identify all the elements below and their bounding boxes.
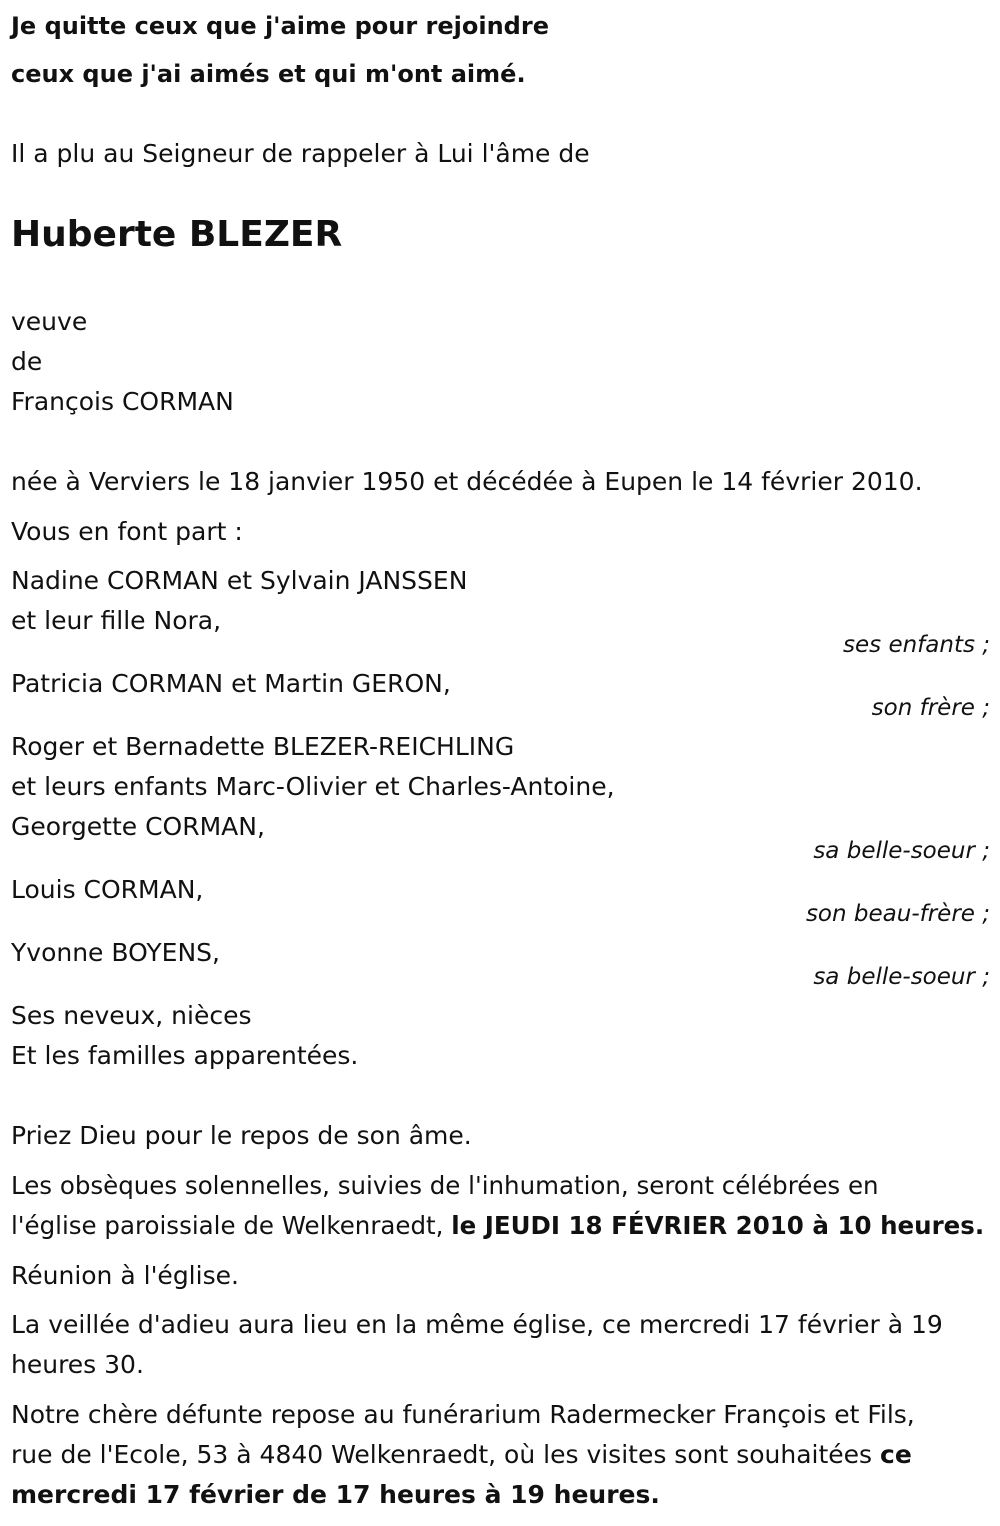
epigraph [11, 2, 990, 98]
rest-visit-start: ce [880, 1440, 912, 1469]
birth-death-text: née à Verviers le 18 janvier 1950 et décédée à Eupen le 14 février 2010. [11, 467, 923, 496]
spouse-name: François CORMAN [11, 387, 234, 416]
epigraph-line-2: ceux que j'ai aimés et qui m'ont aimé. [11, 60, 526, 88]
family-line: Roger et Bernadette BLEZER-REICHLING [11, 732, 515, 761]
family-line: Yvonne BOYENS, [11, 938, 220, 967]
spouse-block [11, 302, 990, 422]
rest-visit-time: mercredi 17 février de 17 heures à 19 heures. [11, 1480, 660, 1509]
family-line: Patricia CORMAN et Martin GERON, [11, 669, 451, 698]
family-relation: ses enfants ; [843, 632, 990, 658]
family-line: et leur fille Nora, [11, 606, 222, 635]
funeral-text [11, 1166, 990, 1246]
rest-address: rue de l'Ecole, 53 à 4840 Welkenraedt, où les visites sont souhaitées [11, 1440, 881, 1469]
family-group [11, 561, 990, 641]
vigil-line-1: La veillée d'adieu aura lieu en la même église, ce mercredi 17 février à 19 [11, 1310, 943, 1339]
family-group [11, 727, 990, 847]
rest-line-1: Notre chère défunte repose au funérarium Radermecker François et Fils, [11, 1400, 915, 1429]
family-relation: son frère ; [871, 695, 990, 721]
rest-line-2 [11, 1435, 990, 1475]
widow-label: veuve [11, 307, 88, 336]
intro-text: Il a plu au Seigneur de rappeler à Lui l'âme de [11, 139, 590, 168]
rest-text [11, 1395, 990, 1515]
deceased-name: Huberte BLEZER [11, 214, 343, 255]
extended-line-1: Ses neveux, nièces [11, 1001, 252, 1030]
prayer-text: Priez Dieu pour le repos de son âme. [11, 1121, 472, 1150]
epigraph-line-1: Je quitte ceux que j'aime pour rejoindre [11, 12, 549, 40]
family-line: Nadine CORMAN et Sylvain JANSSEN [11, 566, 468, 595]
extended-line-2: Et les familles apparentées. [11, 1041, 359, 1070]
meeting-text: Réunion à l'église. [11, 1261, 239, 1290]
family-line: Louis CORMAN, [11, 875, 204, 904]
funeral-place: l'église paroissiale de Welkenraedt, [11, 1211, 452, 1240]
family-relation: sa belle-soeur ; [813, 838, 990, 864]
of-label: de [11, 347, 43, 376]
funeral-date: le JEUDI 18 FÉVRIER 2010 à 10 heures. [451, 1211, 985, 1240]
funeral-line-1: Les obsèques solennelles, suivies de l'inhumation, seront célébrées en [11, 1171, 879, 1200]
vigil-text [11, 1305, 990, 1385]
vigil-line-2: heures 30. [11, 1350, 144, 1379]
announce-text: Vous en font part : [11, 517, 243, 546]
family-line: Georgette CORMAN, [11, 812, 265, 841]
extended-family [11, 996, 990, 1076]
family-relation: sa belle-soeur ; [813, 964, 990, 990]
family-relation: son beau-frère ; [805, 901, 990, 927]
family-line: et leurs enfants Marc-Olivier et Charles-Antoine, [11, 772, 615, 801]
funeral-line-2 [11, 1206, 990, 1246]
